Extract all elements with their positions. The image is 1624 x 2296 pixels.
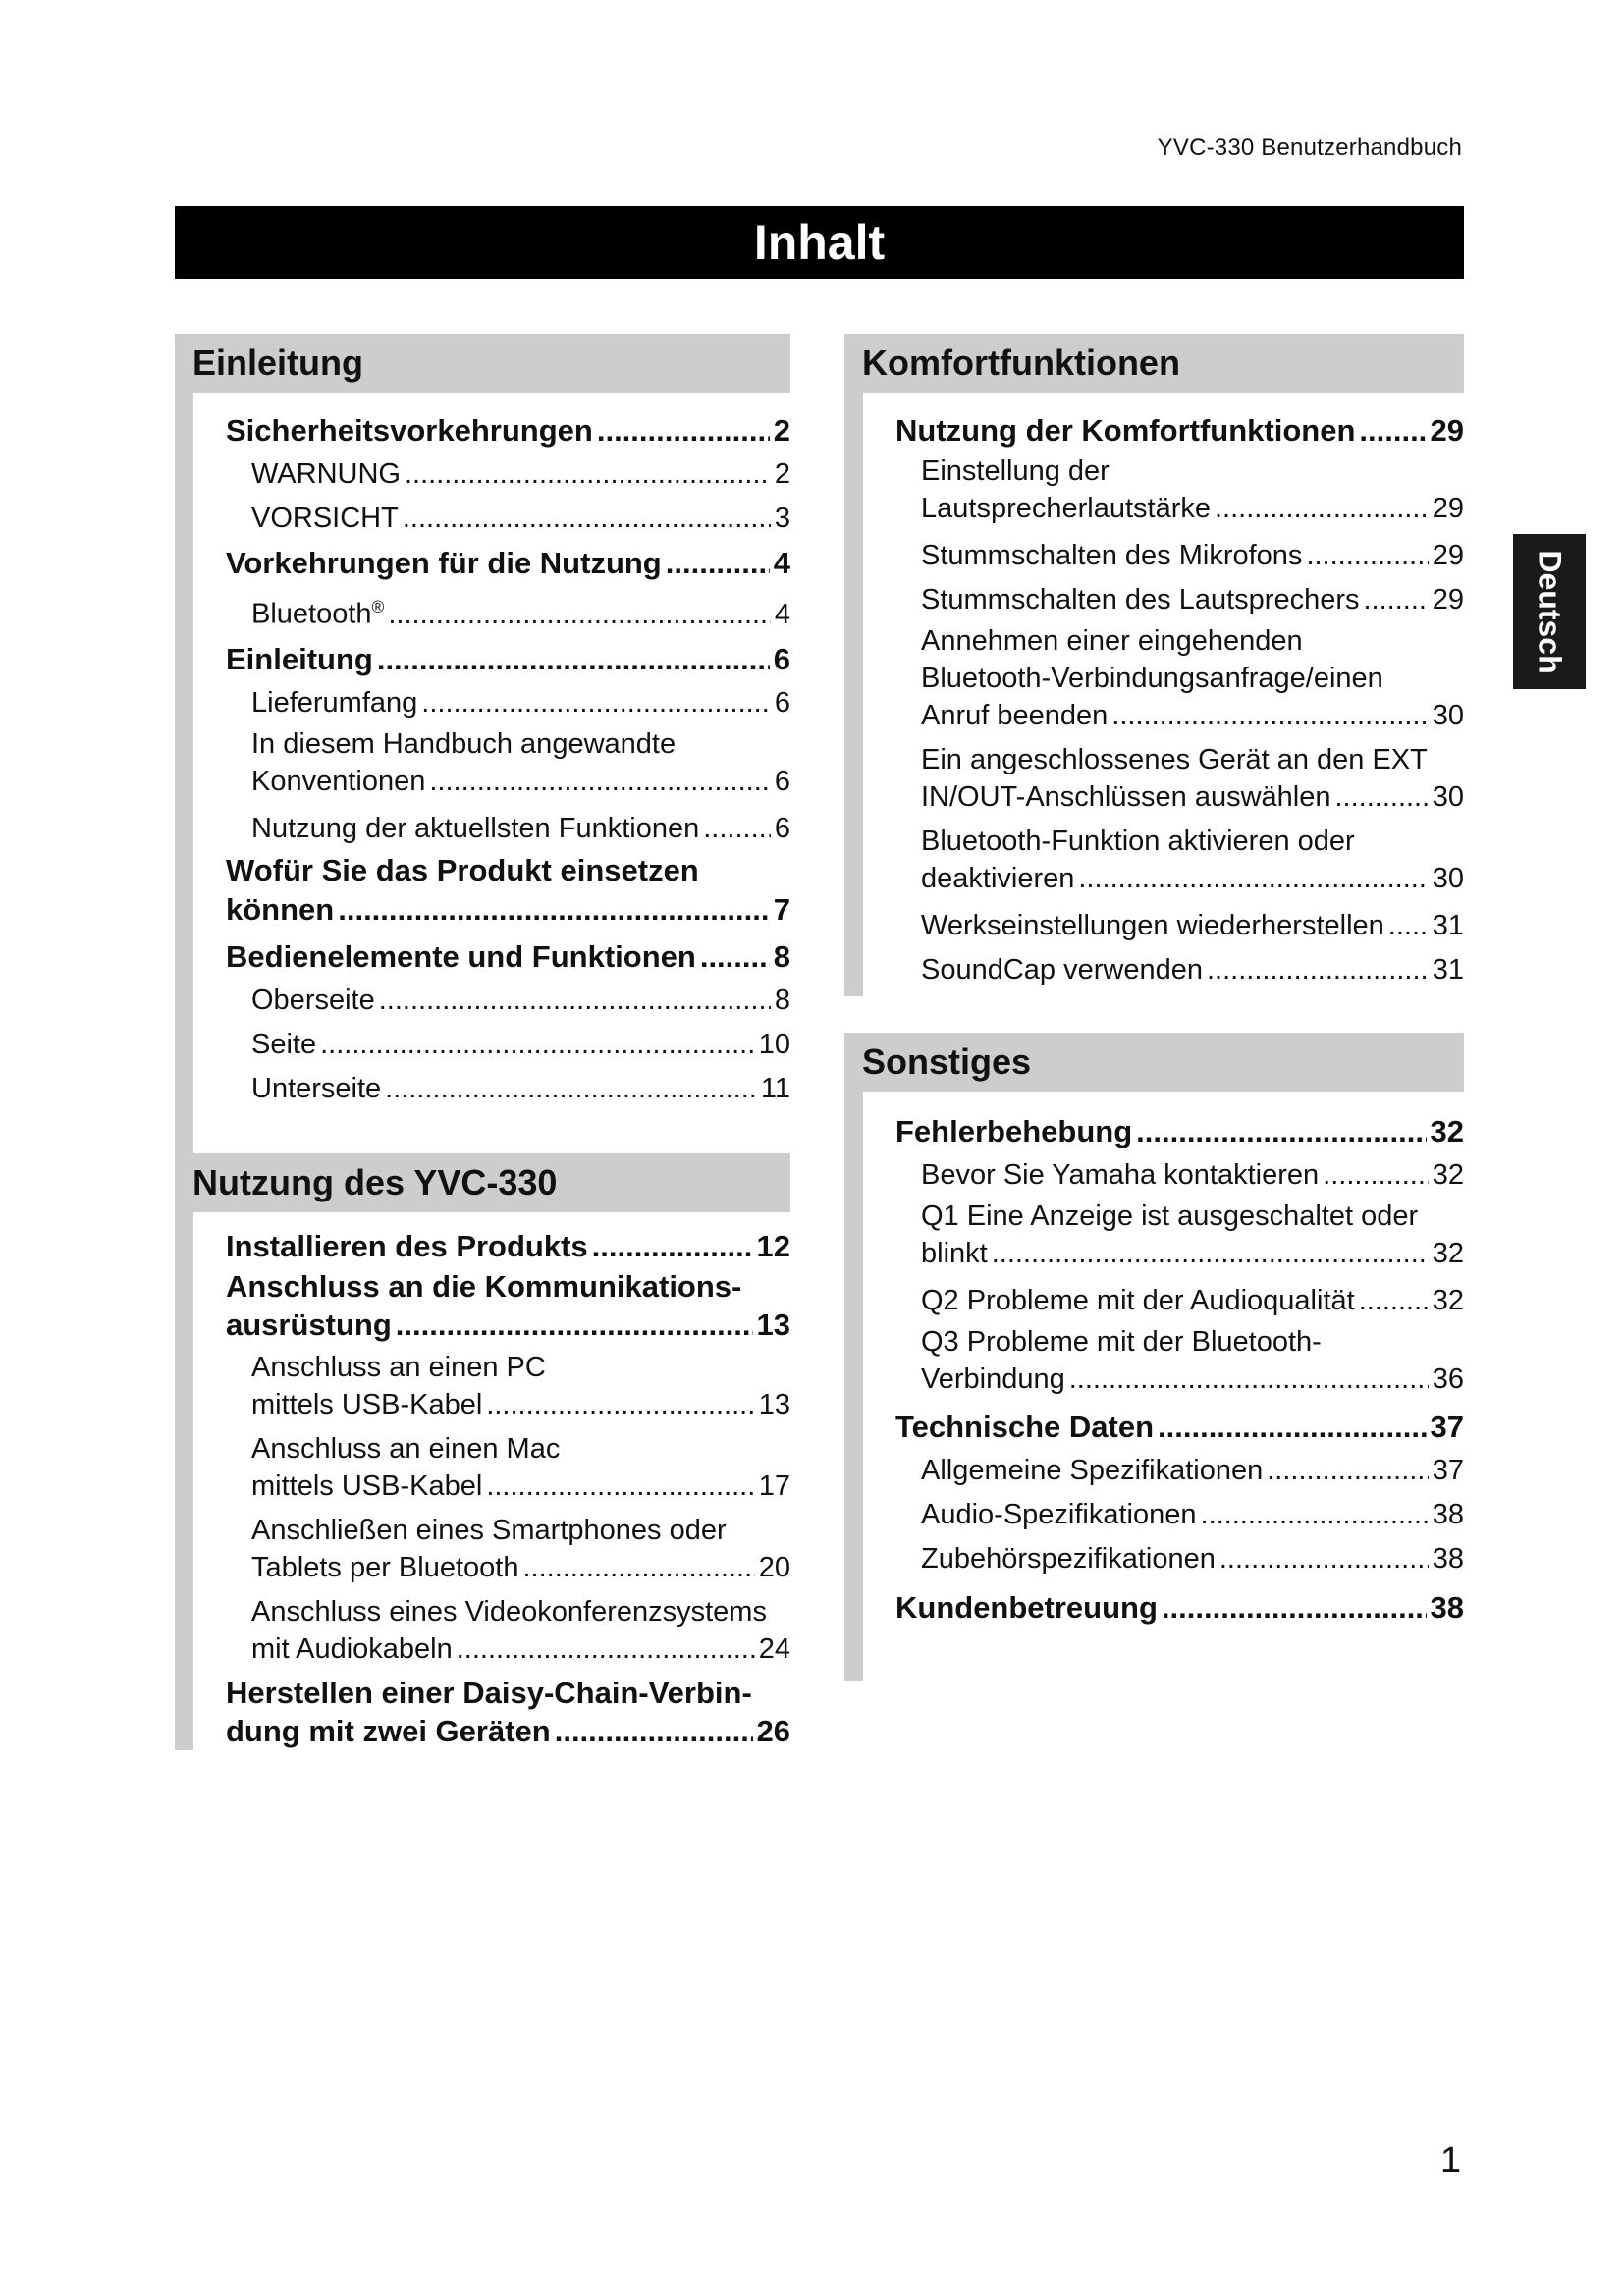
toc-entry[interactable]: Technische Daten ..... 37 (895, 1405, 1464, 1449)
toc-entry[interactable]: Stummschalten des Mikrofons ..... 29 (895, 534, 1464, 578)
toc-entry[interactable]: In diesem Handbuch angewandte Konventionen ..... 6 (226, 725, 790, 800)
toc-entry[interactable]: Seite ..... 10 (226, 1023, 790, 1067)
toc-entry[interactable]: Installieren des Produkts ..... 12 (226, 1224, 790, 1268)
section-sonstiges (844, 1033, 1464, 1629)
section-nutzung (175, 1153, 790, 1751)
toc-entry[interactable]: Zubehörspezifikationen ..... 38 (895, 1537, 1464, 1581)
section-einleitung (175, 334, 790, 1111)
toc-entry[interactable]: Annehmen einer eingehenden Bluetooth-Verbindungsanfrage/einen Anruf beenden ..... 30 (895, 622, 1464, 734)
toc-entry[interactable]: WARNUNG ..... 2 (226, 453, 790, 497)
toc-entry[interactable]: SoundCap verwenden ..... 31 (895, 948, 1464, 992)
toc-entry[interactable]: Ein angeschlossenes Gerät an den EXT IN/OUT-Anschlüssen auswählen ..... 30 (895, 741, 1464, 816)
toc-entry[interactable]: Q3 Probleme mit der Bluetooth- Verbindung ..... 36 (895, 1323, 1464, 1398)
section-title: Einleitung (175, 334, 790, 393)
toc-entry[interactable]: Anschluss an einen PC mittels USB-Kabel ..... 13 (226, 1349, 790, 1423)
toc-entry[interactable]: Q1 Eine Anzeige ist ausgeschaltet oder blinkt ..... 32 (895, 1198, 1464, 1272)
toc-entry[interactable]: Anschluss eines Videokonferenzsystems mit Audiokabeln ..... 24 (226, 1593, 790, 1668)
toc-entry[interactable]: Audio-Spezifikationen ..... 38 (895, 1493, 1464, 1537)
toc-entry[interactable]: Oberseite ..... 8 (226, 979, 790, 1023)
toc-entry[interactable]: Kundenbetreuung ..... 38 (895, 1585, 1464, 1629)
toc-entry[interactable]: Wofür Sie das Produkt einsetzen können ..... 7 (226, 851, 790, 930)
toc-entry[interactable]: Vorkehrungen für die Nutzung ..... 4 (226, 541, 790, 585)
toc-entry[interactable]: Werkseinstellungen wiederherstellen ..... 31 (895, 904, 1464, 948)
toc-entry[interactable]: Bedienelemente und Funktionen ..... 8 (226, 934, 790, 979)
toc-entry[interactable]: Fehlerbehebung ..... 32 (895, 1109, 1464, 1153)
toc-entry[interactable]: Einstellung der Lautsprecherlautstärke ..... 29 (895, 453, 1464, 527)
toc-entry[interactable]: Nutzung der aktuellsten Funktionen ..... 6 (226, 807, 790, 851)
toc-entry[interactable]: Allgemeine Spezifikationen ..... 37 (895, 1449, 1464, 1493)
toc-entry[interactable]: Q2 Probleme mit der Audioqualität ..... 32 (895, 1279, 1464, 1323)
toc-entry[interactable]: Anschluss an einen Mac mittels USB-Kabel ..... 17 (226, 1430, 790, 1505)
section-title: Nutzung des YVC-330 (175, 1153, 790, 1212)
toc-entry[interactable]: Bluetooth® ..... 4 (226, 585, 790, 637)
language-tab[interactable]: Deutsch (1513, 534, 1586, 689)
section-komfortfunktionen (844, 334, 1464, 992)
toc-entry[interactable]: Sicherheitsvorkehrungen ..... 2 (226, 408, 790, 453)
section-title: Komfortfunktionen (844, 334, 1464, 393)
toc-entry[interactable]: Einleitung ..... 6 (226, 637, 790, 681)
toc-entry[interactable]: Unterseite ..... 11 (226, 1067, 790, 1111)
toc-entry[interactable]: Herstellen einer Daisy-Chain-Verbin- dung mit zwei Geräten ..... 26 (226, 1675, 790, 1751)
page-number: 1 (1439, 2140, 1461, 2181)
toc-entry[interactable]: Lieferumfang ..... 6 (226, 681, 790, 725)
toc-entry[interactable]: Stummschalten des Lautsprechers ..... 29 (895, 578, 1464, 622)
toc-entry[interactable]: Nutzung der Komfortfunktionen ..... 29 (895, 408, 1464, 453)
toc-entry[interactable]: VORSICHT ..... 3 (226, 497, 790, 541)
page-title: Inhalt (175, 206, 1464, 279)
toc-entry[interactable]: Bevor Sie Yamaha kontaktieren ..... 32 (895, 1153, 1464, 1198)
toc-entry[interactable]: Bluetooth-Funktion aktivieren oder deaktivieren ..... 30 (895, 823, 1464, 897)
toc-entry[interactable]: Anschließen eines Smartphones oder Tablets per Bluetooth ..... 20 (226, 1512, 790, 1586)
toc-entry[interactable]: Anschluss an die Kommunikations- ausrüstung ..... 13 (226, 1268, 790, 1345)
section-title: Sonstiges (844, 1033, 1464, 1092)
document-header-title: YVC-330 Benutzerhandbuch (1157, 134, 1462, 161)
